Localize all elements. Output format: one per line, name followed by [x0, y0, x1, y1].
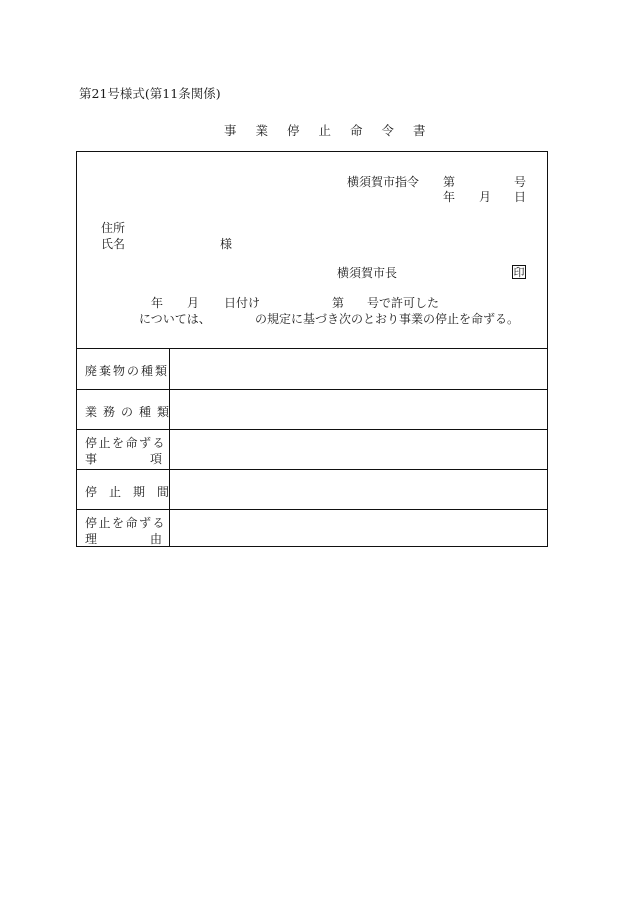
row-label: 廃棄物の種類	[85, 364, 170, 378]
row-label-line2: 理由	[85, 532, 216, 546]
row-value-cell[interactable]	[170, 390, 547, 429]
row-label-cell	[77, 470, 182, 509]
date-year: 年	[443, 190, 456, 204]
table-row	[77, 389, 547, 429]
order-text-start: については、	[139, 312, 211, 326]
permit-text: 号で許可した	[367, 296, 440, 310]
row-value-cell[interactable]	[170, 510, 547, 547]
order-text-rest: の規定に基づき次のとおり事業の停止を命ずる。	[255, 312, 520, 326]
number-dai: 第	[443, 175, 456, 189]
permit-year: 年	[151, 296, 164, 310]
permit-dated: 日付け	[224, 296, 261, 310]
number-go: 号	[514, 175, 527, 189]
row-value-cell[interactable]	[170, 349, 547, 389]
seal-mark: 印	[513, 266, 525, 279]
table-row	[77, 349, 547, 389]
row-value-cell[interactable]	[170, 470, 547, 509]
row-label-line2: 事項	[85, 452, 216, 466]
row-label-cell	[77, 390, 176, 429]
row-label: 停止を命ずる	[85, 516, 167, 530]
permit-dai: 第	[332, 296, 345, 310]
table-row	[77, 469, 547, 509]
order-form-frame	[76, 151, 548, 547]
address-label: 住所	[101, 221, 126, 235]
table-row	[77, 429, 547, 469]
row-label: 業務の種類	[85, 405, 176, 419]
honorific-sama: 様	[220, 237, 233, 251]
permit-month: 月	[187, 296, 200, 310]
table-row	[77, 509, 547, 547]
row-label-cell	[77, 430, 216, 469]
date-month: 月	[479, 190, 492, 204]
row-label-cell	[77, 349, 170, 389]
document-title: 事業停止命令書	[224, 123, 445, 138]
name-label: 氏名	[101, 237, 126, 251]
row-label-cell	[77, 510, 216, 547]
form-reference: 第21号様式(第11条関係)	[79, 86, 221, 101]
date-day: 日	[514, 190, 527, 204]
row-label: 停止を命ずる	[85, 436, 167, 450]
issuer-prefix: 横須賀市指令	[347, 175, 420, 189]
row-value-cell[interactable]	[170, 430, 547, 469]
row-label: 停止期間	[85, 485, 182, 499]
mayor-title: 横須賀市長	[337, 266, 398, 280]
notice-section	[77, 152, 547, 349]
